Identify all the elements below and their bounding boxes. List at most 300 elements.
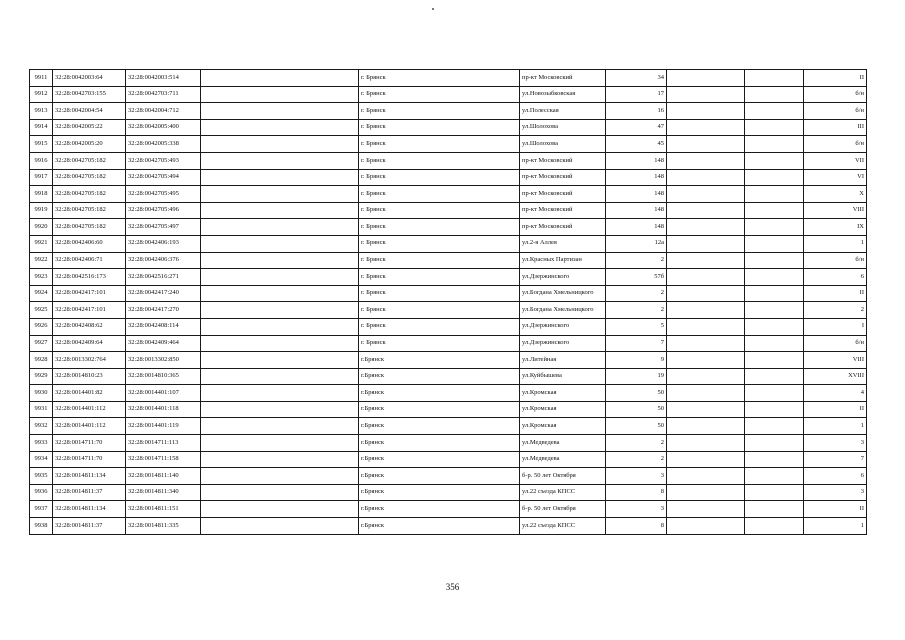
cell-apt: 6 [804, 269, 867, 286]
cell-street: ул.Литейная [520, 352, 606, 369]
cell-blank2 [667, 352, 745, 369]
cell-street: пр-кт Московский [520, 219, 606, 236]
cell-blank1 [201, 484, 359, 501]
cell-street: ул.Дзержинского [520, 335, 606, 352]
cell-house: 45 [606, 136, 667, 153]
cell-cad-object: 32:28:0042705:496 [126, 202, 201, 219]
cell-blank1 [201, 219, 359, 236]
cell-num: 9919 [30, 202, 53, 219]
table-row [30, 385, 867, 402]
cell-street: ул.Полесская [520, 103, 606, 120]
cell-city: г.Брянск [359, 468, 520, 485]
cell-num: 9926 [30, 318, 53, 335]
cell-blank1 [201, 152, 359, 169]
cell-num: 9925 [30, 302, 53, 319]
cell-cad-object: 32:28:0042705:495 [126, 186, 201, 203]
cell-blank1 [201, 252, 359, 269]
cell-blank3 [745, 152, 804, 169]
cell-house: 148 [606, 169, 667, 186]
cell-num: 9911 [30, 70, 53, 87]
cell-city: г. Брянск [359, 269, 520, 286]
cell-blank3 [745, 136, 804, 153]
cell-house: 50 [606, 401, 667, 418]
cell-blank2 [667, 318, 745, 335]
cell-city: г. Брянск [359, 136, 520, 153]
cell-street: ул.Куйбышева [520, 368, 606, 385]
cell-house: 148 [606, 152, 667, 169]
cell-cad-object: 32:28:0014401:119 [126, 418, 201, 435]
cell-house: 2 [606, 252, 667, 269]
cell-house: 3 [606, 501, 667, 518]
cell-blank2 [667, 202, 745, 219]
cell-blank2 [667, 219, 745, 236]
cell-blank2 [667, 152, 745, 169]
cell-blank3 [745, 103, 804, 120]
cell-blank3 [745, 186, 804, 203]
table-row [30, 468, 867, 485]
cell-apt: б/н [804, 335, 867, 352]
cell-cad-block: 32:28:0014810:23 [53, 368, 126, 385]
cell-cad-block: 32:28:0042004:54 [53, 103, 126, 120]
table-row [30, 103, 867, 120]
cell-cad-block: 32:28:0042703:155 [53, 86, 126, 103]
cell-city: г.Брянск [359, 385, 520, 402]
cell-num: 9912 [30, 86, 53, 103]
cell-apt: X [804, 186, 867, 203]
cell-blank3 [745, 70, 804, 87]
cell-apt: 1 [804, 518, 867, 535]
cell-blank1 [201, 169, 359, 186]
cell-num: 9916 [30, 152, 53, 169]
cell-apt: II [804, 501, 867, 518]
cell-apt: I [804, 318, 867, 335]
cell-street: ул.22 съезда КПСС [520, 484, 606, 501]
cell-cad-block: 32:28:0014811:37 [53, 518, 126, 535]
cell-house: 148 [606, 219, 667, 236]
cell-cad-block: 32:28:0042003:64 [53, 70, 126, 87]
cell-house: 8 [606, 518, 667, 535]
table-row [30, 435, 867, 452]
cell-blank2 [667, 285, 745, 302]
cell-blank1 [201, 451, 359, 468]
cell-num: 9923 [30, 269, 53, 286]
cell-cad-block: 32:28:0014811:134 [53, 468, 126, 485]
cell-blank1 [201, 86, 359, 103]
table-row [30, 235, 867, 252]
cell-city: г. Брянск [359, 285, 520, 302]
cell-cad-object: 32:28:0014711:113 [126, 435, 201, 452]
cell-cad-block: 32:28:0042409:64 [53, 335, 126, 352]
cell-blank2 [667, 385, 745, 402]
cell-cad-object: 32:28:0014711:158 [126, 451, 201, 468]
cell-house: 5 [606, 318, 667, 335]
cell-city: г.Брянск [359, 435, 520, 452]
cell-cad-object: 32:28:0042003:514 [126, 70, 201, 87]
cell-num: 9935 [30, 468, 53, 485]
cell-blank3 [745, 235, 804, 252]
cell-apt: II [804, 285, 867, 302]
cell-city: г.Брянск [359, 484, 520, 501]
cell-city: г. Брянск [359, 318, 520, 335]
cell-street: б-р. 50 лет Октября [520, 468, 606, 485]
table-row [30, 136, 867, 153]
cell-street: ул.Дзержинского [520, 318, 606, 335]
cell-apt: VII [804, 152, 867, 169]
cell-blank2 [667, 235, 745, 252]
cell-cad-object: 32:28:0014811:340 [126, 484, 201, 501]
cell-house: 12а [606, 235, 667, 252]
cell-cad-block: 32:28:0014811:134 [53, 501, 126, 518]
table-row [30, 269, 867, 286]
cell-num: 9934 [30, 451, 53, 468]
cell-street: ул.Шолохова [520, 119, 606, 136]
cell-city: г. Брянск [359, 119, 520, 136]
cell-num: 9937 [30, 501, 53, 518]
table-row [30, 119, 867, 136]
cell-blank1 [201, 70, 359, 87]
cell-street: б-р. 50 лет Октября [520, 501, 606, 518]
cell-cad-object: 32:28:0014811:140 [126, 468, 201, 485]
cell-blank2 [667, 119, 745, 136]
cell-blank2 [667, 186, 745, 203]
cell-house: 2 [606, 302, 667, 319]
cell-num: 9932 [30, 418, 53, 435]
cell-apt: III [804, 119, 867, 136]
cell-apt: 2 [804, 302, 867, 319]
cell-blank3 [745, 269, 804, 286]
cell-cad-object: 32:28:0042705:494 [126, 169, 201, 186]
cell-blank3 [745, 169, 804, 186]
cell-num: 9930 [30, 385, 53, 402]
table-row [30, 368, 867, 385]
cell-street: ул.Богдана Хмельницкого [520, 285, 606, 302]
cell-blank2 [667, 368, 745, 385]
cell-blank2 [667, 103, 745, 120]
cell-blank1 [201, 318, 359, 335]
cell-blank1 [201, 501, 359, 518]
page-number: 356 [445, 582, 460, 592]
cell-num: 9921 [30, 235, 53, 252]
cell-blank3 [745, 219, 804, 236]
cell-street: пр-кт Московский [520, 186, 606, 203]
cell-blank1 [201, 418, 359, 435]
cell-apt: II [804, 401, 867, 418]
cell-cad-object: 32:28:0014401:118 [126, 401, 201, 418]
cell-blank3 [745, 451, 804, 468]
cell-blank3 [745, 318, 804, 335]
cell-cad-block: 32:28:0042005:20 [53, 136, 126, 153]
cell-blank2 [667, 484, 745, 501]
cell-num: 9922 [30, 252, 53, 269]
cell-house: 7 [606, 335, 667, 352]
table-row [30, 70, 867, 87]
cell-blank2 [667, 136, 745, 153]
cell-street: ул.Медведева [520, 435, 606, 452]
cell-cad-object: 32:28:0013302:850 [126, 352, 201, 369]
table-row [30, 302, 867, 319]
cell-blank3 [745, 435, 804, 452]
cell-cad-block: 32:28:0042406:71 [53, 252, 126, 269]
cell-cad-block: 32:28:0014401:112 [53, 418, 126, 435]
cell-blank1 [201, 136, 359, 153]
cell-blank3 [745, 86, 804, 103]
cell-house: 148 [606, 186, 667, 203]
cell-blank1 [201, 368, 359, 385]
cell-num: 9917 [30, 169, 53, 186]
cell-apt: б/н [804, 103, 867, 120]
cell-house: 50 [606, 418, 667, 435]
cell-blank3 [745, 401, 804, 418]
cell-cad-block: 32:28:0042705:182 [53, 152, 126, 169]
cell-blank3 [745, 202, 804, 219]
cell-cad-block: 32:28:0042705:182 [53, 202, 126, 219]
cell-blank3 [745, 119, 804, 136]
cell-blank2 [667, 468, 745, 485]
cell-apt: 1 [804, 418, 867, 435]
cell-cad-block: 32:28:0042705:182 [53, 186, 126, 203]
cell-blank3 [745, 368, 804, 385]
cell-cad-object: 32:28:0042417:240 [126, 285, 201, 302]
cell-num: 9929 [30, 368, 53, 385]
cell-blank2 [667, 518, 745, 535]
cell-apt: 4 [804, 385, 867, 402]
cell-cad-object: 32:28:0042705:497 [126, 219, 201, 236]
cell-apt: б/н [804, 136, 867, 153]
cell-street: пр-кт Московский [520, 169, 606, 186]
cell-blank3 [745, 518, 804, 535]
cell-city: г. Брянск [359, 235, 520, 252]
table-row [30, 186, 867, 203]
cell-city: г. Брянск [359, 103, 520, 120]
cell-num: 9913 [30, 103, 53, 120]
cell-cad-block: 32:28:0013302:764 [53, 352, 126, 369]
cell-house: 2 [606, 285, 667, 302]
cell-blank1 [201, 269, 359, 286]
table-row [30, 252, 867, 269]
cell-num: 9915 [30, 136, 53, 153]
cell-num: 9936 [30, 484, 53, 501]
cell-city: г. Брянск [359, 186, 520, 203]
cell-blank2 [667, 70, 745, 87]
cell-street: ул.Богдана Хмельницкого [520, 302, 606, 319]
cell-blank1 [201, 335, 359, 352]
cell-blank3 [745, 252, 804, 269]
cell-blank3 [745, 335, 804, 352]
cell-blank2 [667, 435, 745, 452]
cell-street: ул.Кромская [520, 401, 606, 418]
cell-blank2 [667, 418, 745, 435]
cell-house: 19 [606, 368, 667, 385]
cell-city: г.Брянск [359, 352, 520, 369]
cell-cad-object: 32:28:0014401:107 [126, 385, 201, 402]
cell-street: пр-кт Московский [520, 152, 606, 169]
cell-city: г. Брянск [359, 169, 520, 186]
cell-city: г.Брянск [359, 501, 520, 518]
cell-cad-block: 32:28:0042417:101 [53, 302, 126, 319]
cell-street: ул.Новозыбковская [520, 86, 606, 103]
cell-apt: XVIII [804, 368, 867, 385]
cell-cad-block: 32:28:0042005:22 [53, 119, 126, 136]
cell-city: г. Брянск [359, 202, 520, 219]
cell-house: 17 [606, 86, 667, 103]
cell-num: 9918 [30, 186, 53, 203]
cell-apt: 3 [804, 435, 867, 452]
table-row [30, 169, 867, 186]
cell-house: 16 [606, 103, 667, 120]
cell-cad-block: 32:28:0042408:62 [53, 318, 126, 335]
cell-street: ул.Шолохова [520, 136, 606, 153]
cell-city: г.Брянск [359, 518, 520, 535]
cell-street: ул.Красных Партизан [520, 252, 606, 269]
cell-cad-object: 32:28:0042409:464 [126, 335, 201, 352]
cell-cad-object: 32:28:0042703:711 [126, 86, 201, 103]
cell-cad-block: 32:28:0014811:37 [53, 484, 126, 501]
cell-city: г. Брянск [359, 70, 520, 87]
table-row [30, 501, 867, 518]
cell-apt: 3 [804, 484, 867, 501]
cell-street: ул.Кромская [520, 418, 606, 435]
cell-city: г.Брянск [359, 368, 520, 385]
cell-num: 9920 [30, 219, 53, 236]
cell-city: г. Брянск [359, 302, 520, 319]
cell-blank3 [745, 285, 804, 302]
cell-blank2 [667, 501, 745, 518]
cell-blank2 [667, 335, 745, 352]
cell-blank1 [201, 302, 359, 319]
cell-cad-object: 32:28:0042408:114 [126, 318, 201, 335]
cell-blank2 [667, 451, 745, 468]
cell-blank3 [745, 468, 804, 485]
cell-num: 9933 [30, 435, 53, 452]
table-row [30, 219, 867, 236]
cell-blank1 [201, 435, 359, 452]
cell-cad-block: 32:28:0042417:101 [53, 285, 126, 302]
cell-num: 9927 [30, 335, 53, 352]
cell-house: 2 [606, 451, 667, 468]
cell-cad-block: 32:28:0014401:82 [53, 385, 126, 402]
table-row [30, 335, 867, 352]
cell-apt: 6 [804, 468, 867, 485]
cell-house: 57б [606, 269, 667, 286]
cell-blank1 [201, 401, 359, 418]
cell-city: г. Брянск [359, 252, 520, 269]
cell-cad-block: 32:28:0042516:173 [53, 269, 126, 286]
cell-num: 9914 [30, 119, 53, 136]
cell-apt: б/н [804, 252, 867, 269]
cell-cad-object: 32:28:0042406:193 [126, 235, 201, 252]
scan-speck [432, 8, 434, 10]
cell-house: 3 [606, 468, 667, 485]
cell-apt: 1 [804, 235, 867, 252]
cell-cad-object: 32:28:0042406:376 [126, 252, 201, 269]
cell-blank2 [667, 86, 745, 103]
cell-apt: VIII [804, 352, 867, 369]
cell-blank3 [745, 484, 804, 501]
cell-blank2 [667, 252, 745, 269]
cell-cad-object: 32:28:0014811:335 [126, 518, 201, 535]
cell-num: 9938 [30, 518, 53, 535]
cell-house: 50 [606, 385, 667, 402]
cell-cad-object: 32:28:0042516:271 [126, 269, 201, 286]
cell-city: г. Брянск [359, 335, 520, 352]
cell-street: ул.Медведева [520, 451, 606, 468]
cell-house: 34 [606, 70, 667, 87]
cell-cad-block: 32:28:0042406:60 [53, 235, 126, 252]
cell-house: 8 [606, 484, 667, 501]
cell-blank1 [201, 119, 359, 136]
cell-city: г. Брянск [359, 152, 520, 169]
cell-blank1 [201, 235, 359, 252]
table-row [30, 352, 867, 369]
cell-cad-object: 32:28:0042705:493 [126, 152, 201, 169]
cell-apt: VIII [804, 202, 867, 219]
cell-num: 9928 [30, 352, 53, 369]
cell-cad-object: 32:28:0042005:400 [126, 119, 201, 136]
cell-blank3 [745, 418, 804, 435]
table-row [30, 152, 867, 169]
table-row [30, 451, 867, 468]
registry-table [29, 69, 867, 535]
cell-cad-object: 32:28:0042005:338 [126, 136, 201, 153]
cell-blank1 [201, 186, 359, 203]
cell-city: г.Брянск [359, 418, 520, 435]
table-row [30, 518, 867, 535]
cell-blank3 [745, 501, 804, 518]
table-row [30, 285, 867, 302]
cell-apt: VI [804, 169, 867, 186]
table-row [30, 86, 867, 103]
table-row [30, 318, 867, 335]
cell-apt: 7 [804, 451, 867, 468]
cell-house: 148 [606, 202, 667, 219]
cell-city: г. Брянск [359, 86, 520, 103]
cell-city: г. Брянск [359, 219, 520, 236]
cell-cad-block: 32:28:0014711:70 [53, 451, 126, 468]
cell-cad-object: 32:28:0014811:151 [126, 501, 201, 518]
cell-apt: IX [804, 219, 867, 236]
registry-rows [30, 70, 867, 535]
cell-street: пр-кт Московский [520, 70, 606, 87]
cell-blank1 [201, 103, 359, 120]
table-row [30, 484, 867, 501]
cell-city: г.Брянск [359, 401, 520, 418]
cell-house: 9 [606, 352, 667, 369]
cell-cad-block: 32:28:0014711:70 [53, 435, 126, 452]
table-row [30, 401, 867, 418]
cell-cad-block: 32:28:0042705:182 [53, 169, 126, 186]
table-row [30, 418, 867, 435]
cell-blank2 [667, 401, 745, 418]
cell-cad-object: 32:28:0014810:365 [126, 368, 201, 385]
cell-house: 2 [606, 435, 667, 452]
cell-blank1 [201, 468, 359, 485]
cell-street: ул.Дзержинского [520, 269, 606, 286]
cell-blank1 [201, 385, 359, 402]
cell-apt: II [804, 70, 867, 87]
cell-blank1 [201, 352, 359, 369]
cell-cad-object: 32:28:0042004:712 [126, 103, 201, 120]
cell-cad-block: 32:28:0042705:182 [53, 219, 126, 236]
cell-street: ул.2-я Аллея [520, 235, 606, 252]
cell-blank2 [667, 169, 745, 186]
cell-apt: б/н [804, 86, 867, 103]
cell-cad-block: 32:28:0014401:112 [53, 401, 126, 418]
table-row [30, 202, 867, 219]
cell-blank1 [201, 518, 359, 535]
cell-blank3 [745, 302, 804, 319]
cell-blank3 [745, 385, 804, 402]
cell-street: ул.Кромская [520, 385, 606, 402]
